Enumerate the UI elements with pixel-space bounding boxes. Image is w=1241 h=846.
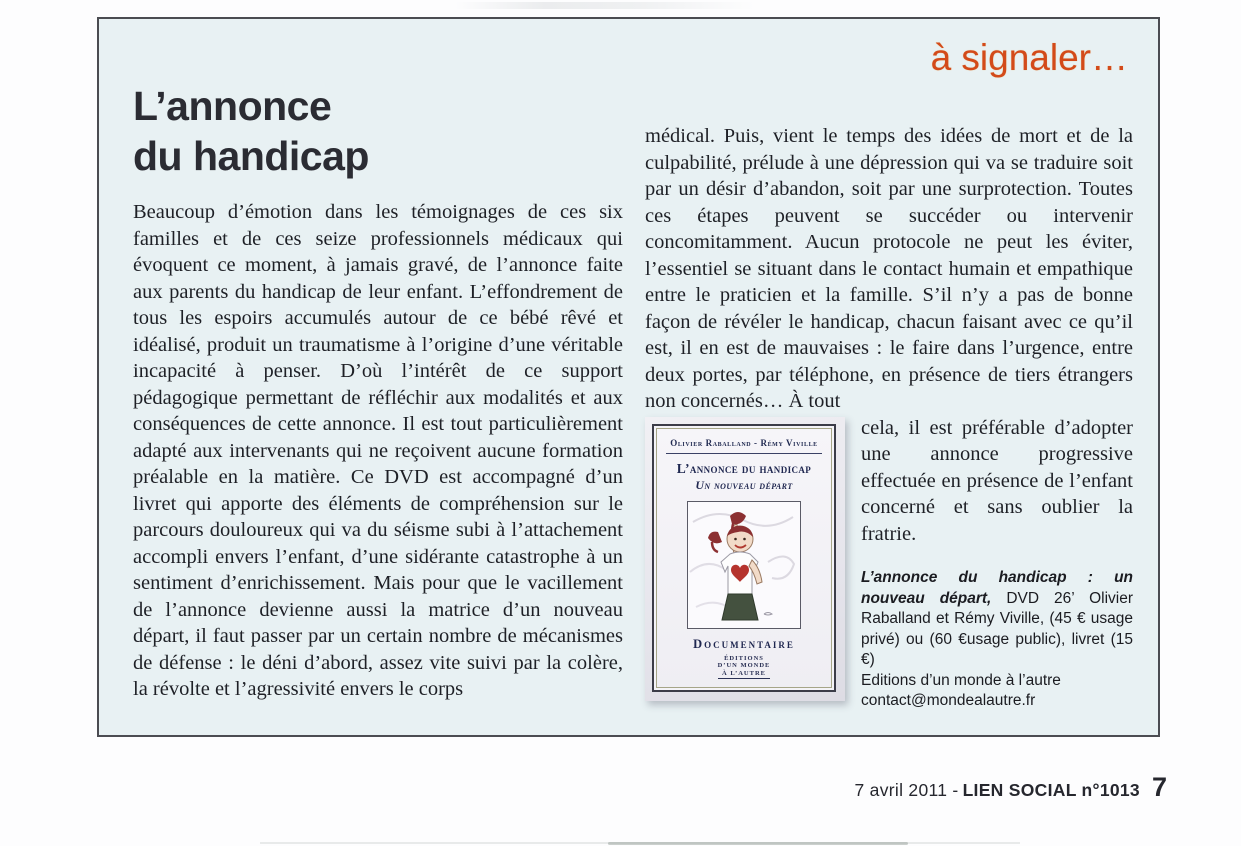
article-text-col1: Beaucoup d’émotion dans les témoignages de ces six familles et de ces seize professionnels médicaux qui évoquent ce moment, à jamais gravé, de l’annonce faite aux parents du handicap de leur enfant. L’effondrement de tous les espoirs accumulés autour de ce bébé rêvé et idéalisé, produit un traumatisme à l’origine d’une véritable incapacité à penser. D’où l’intérêt de ce support pédagogique permettant de réfléchir aux modalités et aux conséquences de cette annonce. Il est tout particulièrement adapté aux intervenants qui ne reçoivent aucune formation préalable en la matière. Ce DVD est accompagné d’un livret qui apporte des éléments de compréhension sur le parcours douloureux qui va du séisme subi à l’attachement accompli envers l’enfant, d’une sidérante catastrophe à un sentiment d’enrichissement. Mais pour que le vacillement de l’annonce devienne aussi la matrice d’un nouveau départ, il faut passer par un certain nombre de mécanismes de défense : le déni d’abord, assez vite suivi par la colère, la révolte et l’agressivité envers le corps (133, 201, 623, 700)
dvd-cover-title: L’annonce du handicap (676, 460, 812, 476)
dvd-publisher-line: ÉDITIONS (724, 654, 764, 662)
page-title-line1: L’annonce (133, 83, 332, 129)
caption-credits: DVD 26’ Olivier Raballand et Rémy Viville, (45 € usage privé) ou (60 €usage public), livret (15 €) (861, 589, 1133, 668)
scan-artifact-top (455, 2, 755, 9)
page-footer (854, 772, 1167, 803)
dvd-cover-subtitle: Un nouveau départ (695, 477, 793, 492)
dvd-cover-authors: Olivier Raballand - Rémy Viville (666, 438, 822, 454)
footer-issue: LIEN SOCIAL n°1013 (962, 780, 1140, 800)
dvd-cover-genre: Documentaire (693, 636, 795, 651)
caption-publisher: Editions d’un monde à l’autre (861, 671, 1061, 689)
article-text-col2-part1: médical. Puis, vient le temps des idées de mort et de la culpabilité, prélude à une dépression qui va se traduire soit par un désir d’abandon, soit par une surprotection. Toutes ces étapes peuvent se succéder ou intervenir concomitamment. Aucun protocole ne peut les éviter, l’essentiel se situant dans le contact humain et empathique entre le praticien et la famille. S’il n’y a pas de bonne façon de révéler le handicap, chacun faisant avec ce qu’il est, il en est de mauvaises : le faire dans l’urgence, entre deux portes, par téléphone, en présence de tiers étrangers non concernés… À tout (645, 125, 1133, 412)
section-label: à signaler… (930, 37, 1128, 78)
dvd-cover-illustration (687, 501, 801, 629)
article-panel (97, 17, 1160, 737)
dvd-cover-publisher-logo (718, 655, 771, 680)
dvd-cover (645, 417, 845, 701)
column-right (645, 123, 1133, 712)
footer-date: 7 avril 2011 - (854, 780, 959, 800)
column-left (133, 199, 623, 703)
dvd-publisher-line: D’UN MONDE (717, 662, 771, 669)
page-title (133, 81, 369, 181)
article-text-col2-part2: cela, il est préférable d’adopter une annonce progressive effectuée en présence de l’enfant concerné et sans oublier la fratrie. (861, 416, 1133, 545)
caption-contact: contact@mondealautre.fr (861, 692, 1036, 709)
dvd-cover-front (656, 428, 832, 688)
dvd-cover-case (652, 424, 836, 692)
scan-artifact-bottom (608, 842, 908, 845)
page-title-line2: du handicap (133, 133, 369, 179)
caption-title: L’annonce du handicap : un nouveau départ, (861, 569, 1133, 607)
dvd-publisher-line: À L’AUTRE (718, 670, 771, 680)
footer-page-number: 7 (1151, 772, 1167, 802)
